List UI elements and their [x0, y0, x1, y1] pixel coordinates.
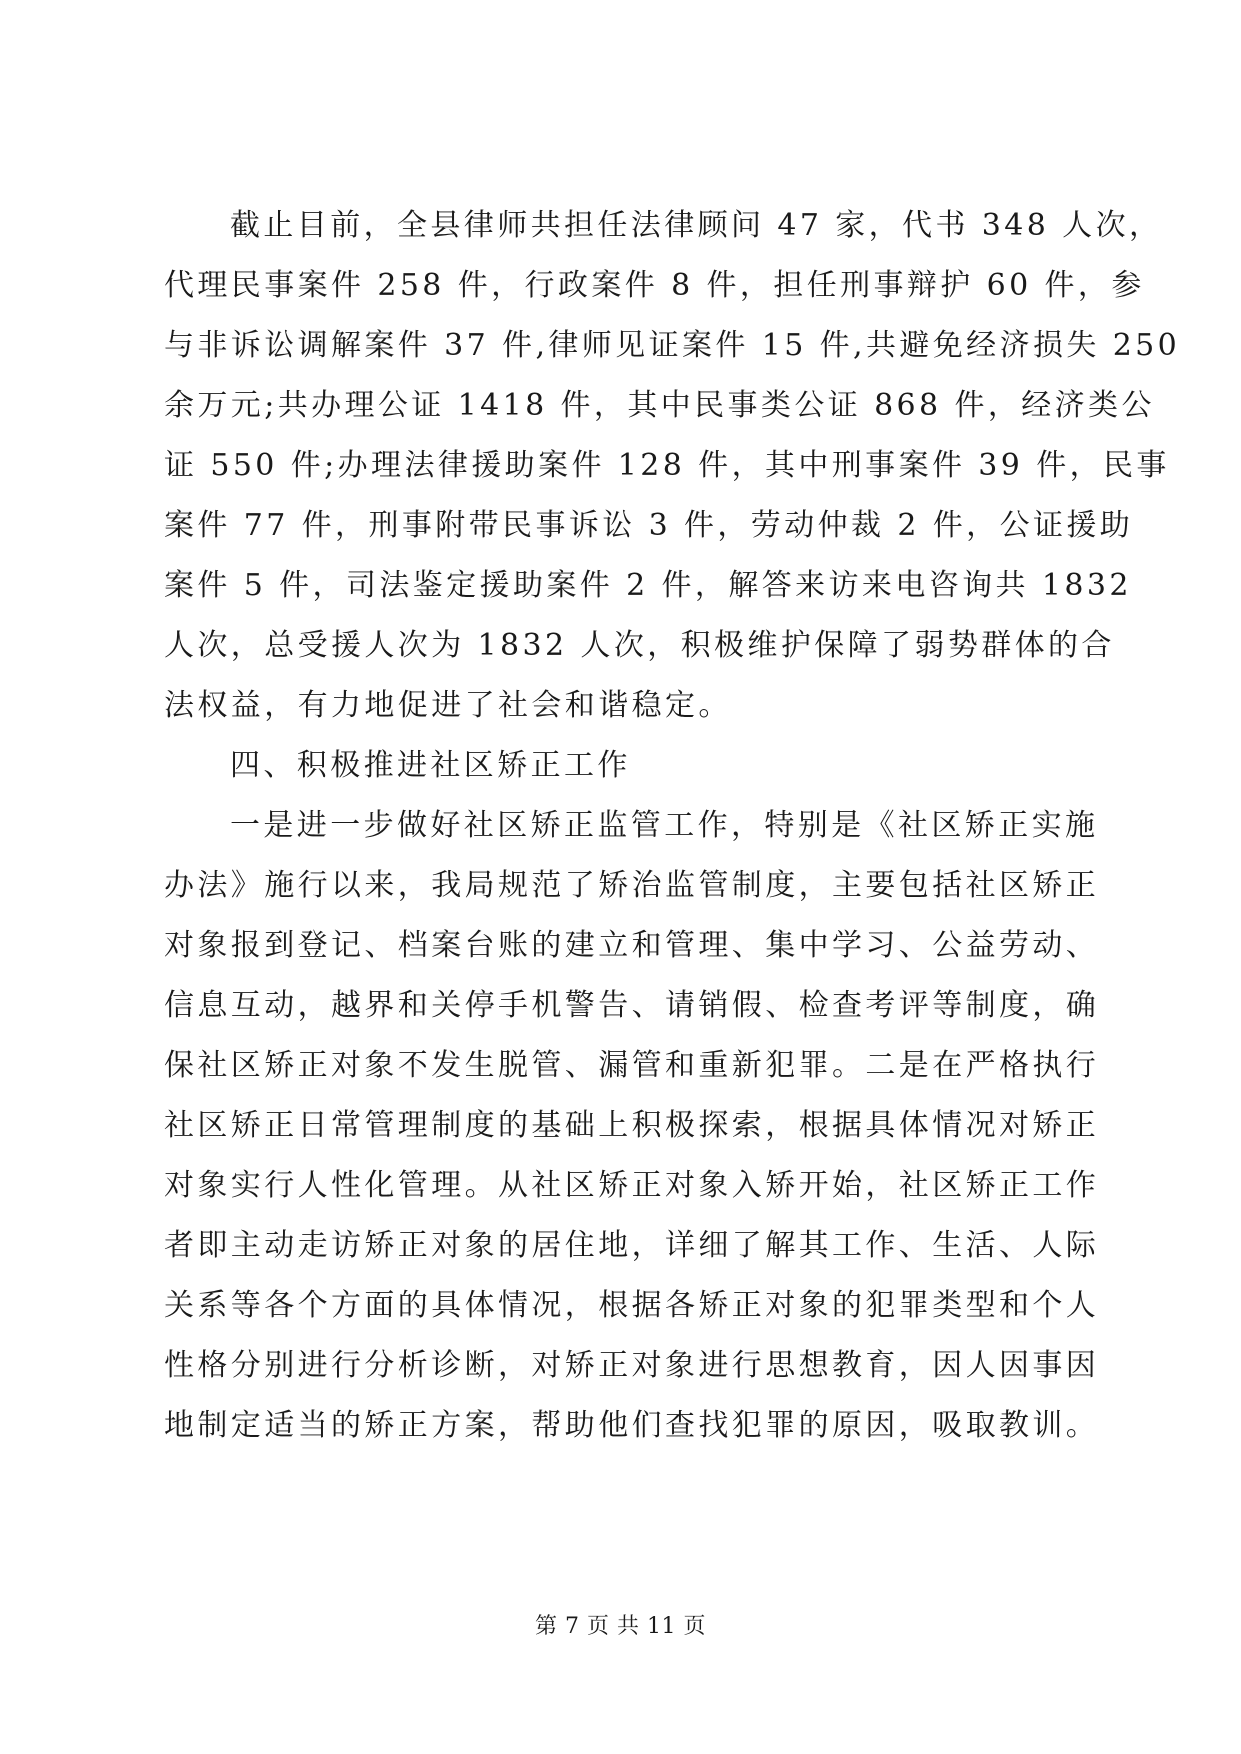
paragraph-line: 一是进一步做好社区矫正监管工作，特别是《社区矫正实施: [230, 808, 1099, 843]
paragraph-line: 余万元;共办理公证 1418 件，其中民事类公证 868 件，经济类公: [164, 388, 1155, 423]
paragraph-community-correction: [164, 796, 1100, 1456]
paragraph-legal-services-stats: [164, 196, 1181, 736]
page-number-footer: 第 7 页 共 11 页: [535, 1614, 706, 1639]
paragraph-line: 法权益，有力地促进了社会和谐稳定。: [164, 688, 732, 723]
paragraph-line: 关系等各个方面的具体情况，根据各矫正对象的犯罪类型和个人: [164, 1288, 1100, 1323]
paragraph-line: 证 550 件;办理法律援助案件 128 件，其中刑事案件 39 件，民事: [164, 448, 1170, 483]
paragraph-line: 截止目前，全县律师共担任法律顾问 47 家，代书 348 人次，: [230, 208, 1163, 243]
paragraph-line: 性格分别进行分析诊断，对矫正对象进行思想教育，因人因事因: [164, 1348, 1100, 1383]
paragraph-line: 代理民事案件 258 件，行政案件 8 件，担任刑事辩护 60 件，参: [164, 268, 1145, 303]
paragraph-line: 对象实行人性化管理。从社区矫正对象入矫开始，社区矫正工作: [164, 1168, 1100, 1203]
paragraph-line: 保社区矫正对象不发生脱管、漏管和重新犯罪。二是在严格执行: [164, 1048, 1100, 1083]
section-heading: 四、积极推进社区矫正工作: [230, 748, 631, 783]
paragraph-line: 案件 5 件，司法鉴定援助案件 2 件，解答来访来电咨询共 1832: [164, 568, 1132, 603]
paragraph-line: 案件 77 件，刑事附带民事诉讼 3 件，劳动仲裁 2 件，公证援助: [164, 508, 1134, 543]
paragraph-line: 信息互动，越界和关停手机警告、请销假、检查考评等制度，确: [164, 988, 1100, 1023]
paragraph-line: 办法》施行以来，我局规范了矫治监管制度，主要包括社区矫正: [164, 868, 1100, 903]
paragraph-line: 者即主动走访矫正对象的居住地，详细了解其工作、生活、人际: [164, 1228, 1100, 1263]
paragraph-line: 地制定适当的矫正方案，帮助他们查找犯罪的原因，吸取教训。: [164, 1408, 1100, 1443]
paragraph-line: 人次，总受援人次为 1832 人次，积极维护保障了弱势群体的合: [164, 628, 1115, 663]
paragraph-line: 与非诉讼调解案件 37 件,律师见证案件 15 件,共避免经济损失 250: [164, 328, 1181, 363]
paragraph-line: 对象报到登记、档案台账的建立和管理、集中学习、公益劳动、: [164, 928, 1100, 963]
paragraph-line: 社区矫正日常管理制度的基础上积极探索，根据具体情况对矫正: [164, 1108, 1100, 1143]
document-body: [164, 196, 1181, 1456]
